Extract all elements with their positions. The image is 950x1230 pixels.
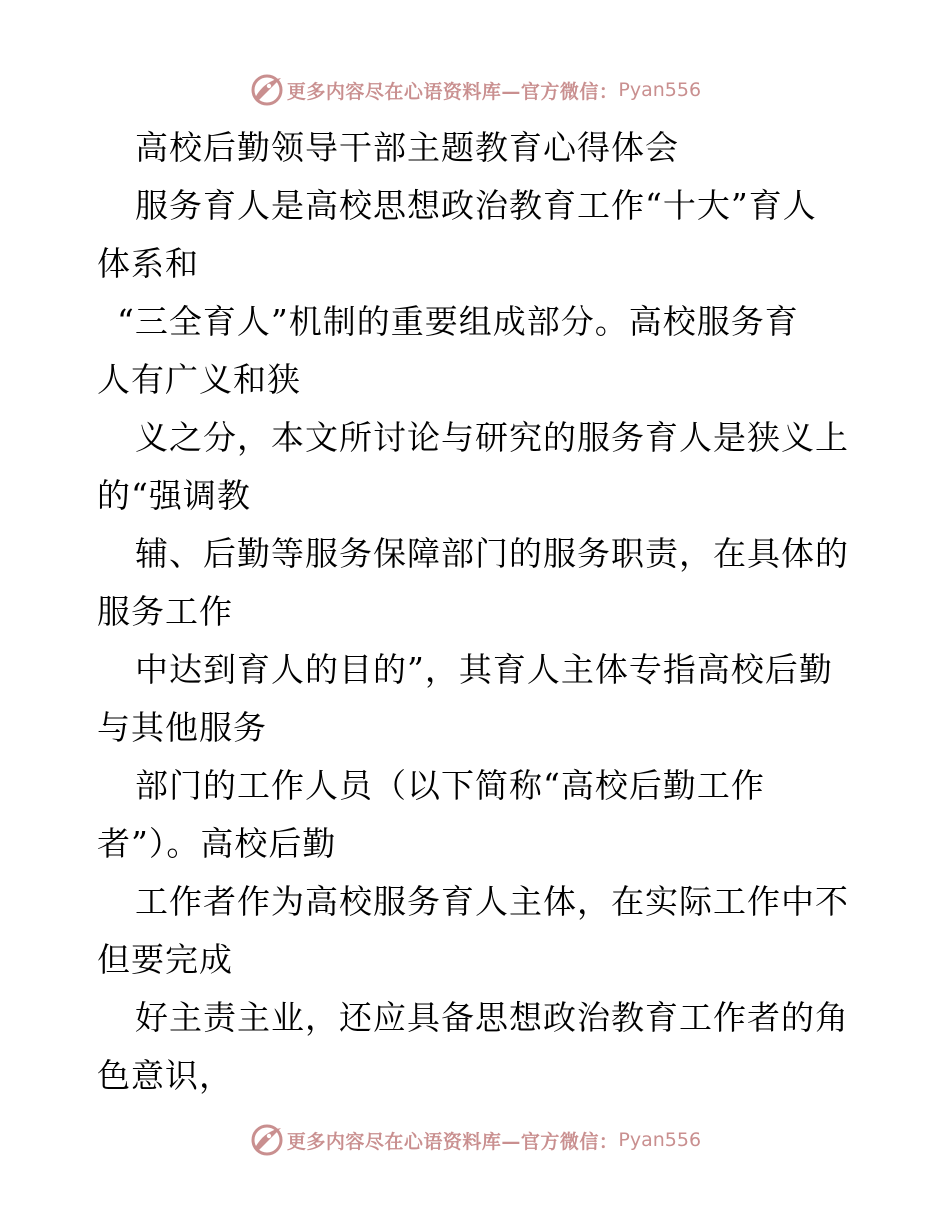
paragraph-line: 色意识， [97, 1056, 233, 1095]
paragraph-line: 辅、后勤等服务保障部门的服务职责，在具体的 [135, 534, 849, 573]
footer-banner [0, 1118, 950, 1162]
paragraph-line: 工作者作为高校服务育人主体，在实际工作中不 [135, 882, 849, 921]
paragraph-line: 义之分，本文所讨论与研究的服务育人是狭义上 [135, 418, 849, 457]
paragraph-line: 好主责主业，还应具备思想政治教育工作者的角 [135, 998, 849, 1037]
paragraph-line: 体系和 [97, 244, 199, 283]
banner-text: 更多内容尽在心语资料库—官方微信： [286, 80, 619, 103]
pen-nib-logo-icon [249, 1122, 285, 1158]
paragraph-line: 服务工作 [97, 592, 233, 631]
paragraph-line: 中达到育人的目的”，其育人主体专指高校后勤 [135, 650, 833, 689]
paragraph-line: 的“强调教 [97, 476, 251, 515]
paragraph-line: 人有广义和狭 [97, 360, 301, 399]
paragraph-line: 服务育人是高校思想政治教育工作“十大”育人 [135, 186, 817, 225]
header-banner [0, 68, 950, 112]
banner-contact: Pyan556 [618, 1129, 702, 1151]
banner-text: 更多内容尽在心语资料库—官方微信： [286, 1130, 619, 1153]
paragraph-line: 与其他服务 [97, 708, 267, 747]
paragraph-line: “三全育人”机制的重要组成部分。高校服务育 [117, 302, 799, 341]
banner-contact: Pyan556 [618, 79, 702, 101]
paragraph-line: 部门的工作人员（以下简称“高校后勤工作 [135, 766, 765, 805]
paragraph-line: 者”）。高校后勤 [97, 824, 337, 863]
document-title: 高校后勤领导干部主题教育心得体会 [135, 128, 679, 167]
paragraph-line: 但要完成 [97, 940, 233, 979]
pen-nib-logo-icon [249, 72, 285, 108]
